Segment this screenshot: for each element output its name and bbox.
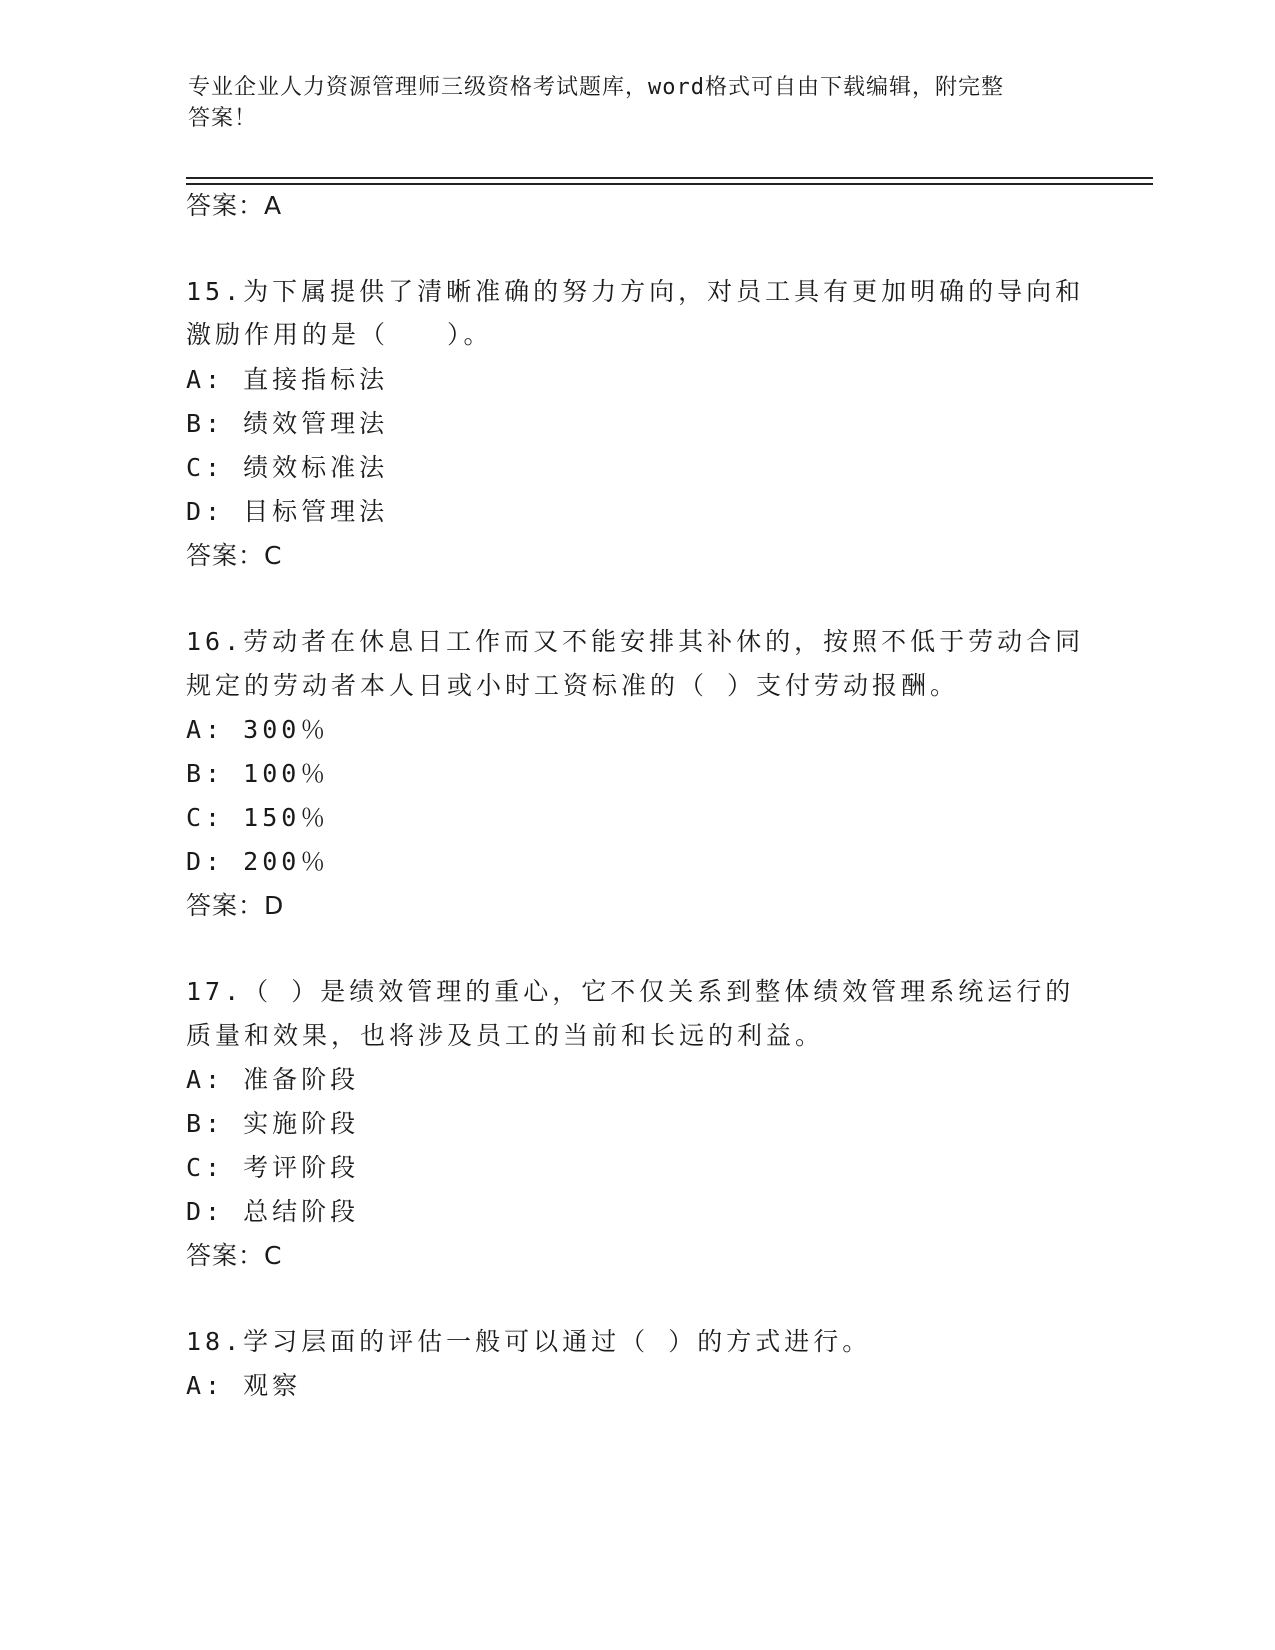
question-15-option-a: A: 直接指标法 — [186, 365, 389, 394]
question-17-line-2: 质量和效果，也将涉及员工的当前和长远的利益。 — [186, 1021, 825, 1050]
question-17-line-1: 17.（ ）是绩效管理的重心，它不仅关系到整体绩效管理系统运行的 — [186, 977, 1075, 1006]
header-note — [188, 72, 1088, 134]
answer-15: 答案：C — [186, 541, 283, 570]
question-15-line-2: 激励作用的是（ ）。 — [186, 320, 493, 349]
question-16-line-2: 规定的劳动者本人日或小时工资标准的（ ）支付劳动报酬。 — [186, 671, 960, 700]
question-15-option-d: D: 目标管理法 — [186, 497, 389, 526]
question-17-option-d: D: 总结阶段 — [186, 1197, 360, 1226]
question-15-option-c: C: 绩效标准法 — [186, 453, 389, 482]
answer-17: 答案：C — [186, 1241, 283, 1270]
question-16-option-b: B: 100％ — [186, 759, 330, 788]
question-17-option-a: A: 准备阶段 — [186, 1065, 360, 1094]
question-16-option-d: D: 200％ — [186, 847, 330, 876]
question-16-line-1: 16.劳动者在休息日工作而又不能安排其补休的，按照不低于劳动合同 — [186, 627, 1085, 656]
answer-14: 答案：A — [186, 191, 283, 220]
header-rule-top — [186, 177, 1153, 179]
header-line-2: 答案！ — [188, 106, 258, 131]
header-rule-bottom — [186, 183, 1153, 185]
question-16-option-a: A: 300％ — [186, 715, 330, 744]
question-18-line-1: 18.学习层面的评估一般可以通过（ ）的方式进行。 — [186, 1327, 872, 1356]
question-17-option-c: C: 考评阶段 — [186, 1153, 360, 1182]
header-line-1: 专业企业人力资源管理师三级资格考试题库，word格式可自由下载编辑，附完整 — [188, 75, 1004, 100]
question-15-option-b: B: 绩效管理法 — [186, 409, 389, 438]
question-17-option-b: B: 实施阶段 — [186, 1109, 360, 1138]
question-15-line-1: 15.为下属提供了清晰准确的努力方向，对员工具有更加明确的导向和 — [186, 277, 1085, 306]
answer-16: 答案：D — [186, 891, 285, 920]
question-16-option-c: C: 150％ — [186, 803, 330, 832]
question-18-option-a: A: 观察 — [186, 1371, 302, 1400]
